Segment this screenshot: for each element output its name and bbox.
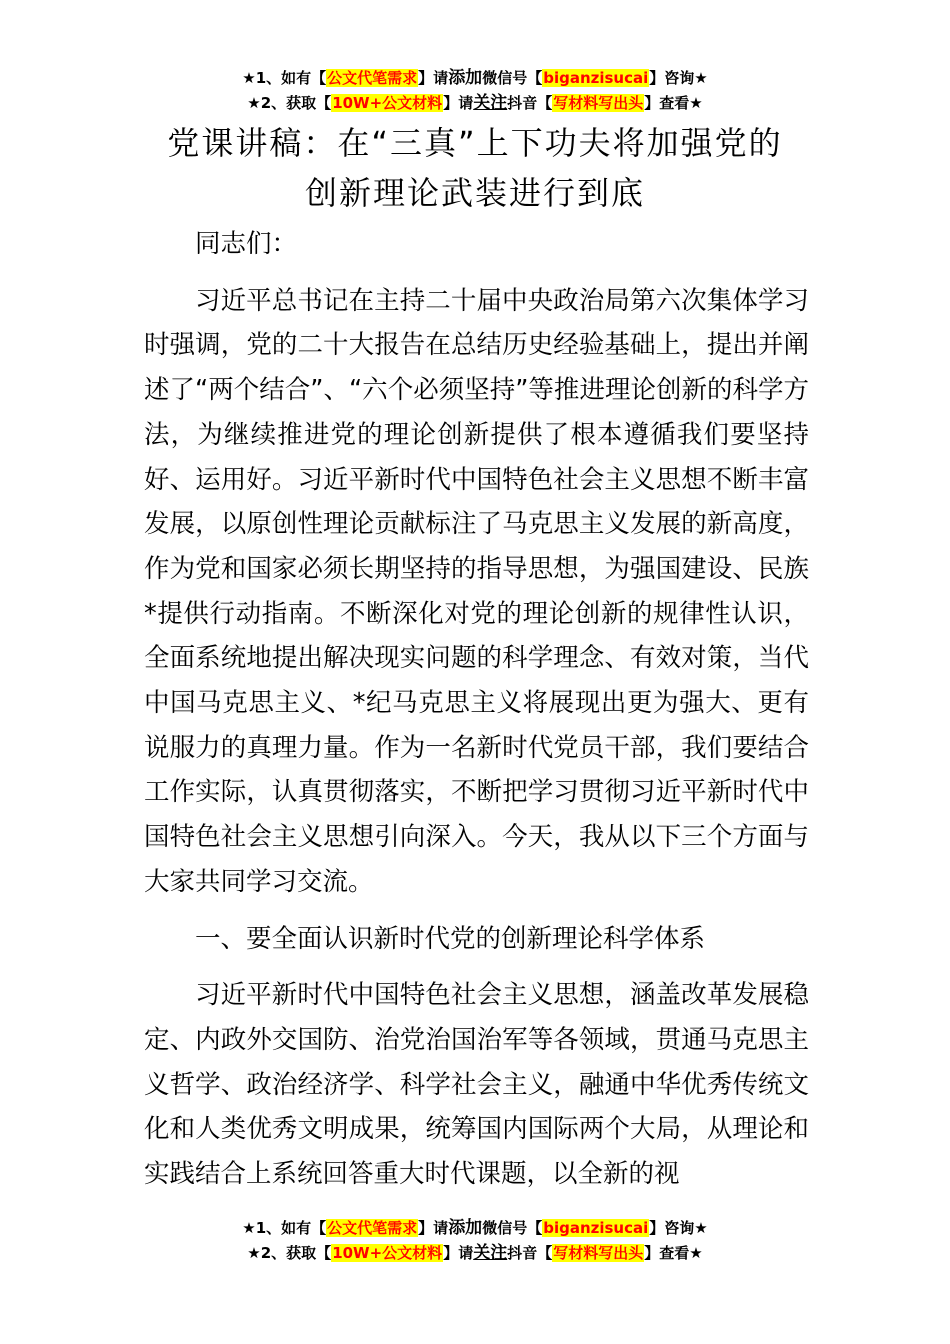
ad-tag-douyin: 写材料写出头: [553, 1244, 644, 1262]
section-heading-1: 一、要全面认识新时代党的创新理论科学体系: [195, 923, 706, 954]
salutation: 同志们：: [195, 229, 298, 259]
ad-tag-ghostwriting: 公文代笔需求: [327, 1219, 418, 1237]
footer-ad-banner: [0, 1216, 950, 1266]
paragraph-intro: 习近平总书记在主持二十届中央政治局第六次集体学习时强调，党的二十大报告在总结历史经验基础上，提出并阐述了“两个结合”、“六个必须坚持”等推进理论创新的科学方法，为继续推进党的理论创新提供了根本遵循我们要坚持好、运用好。习近平新时代中国特色社会主义思想不断丰富发展，以原创性理论贡献标注了马克思主义发展的新高度，作为党和国家必须长期坚持的指导思想，为强国建设、民族*提供行动指南。不断深化对党的理论创新的规律性认识，全面系统地提出解决现实问题的科学理念、有效对策，当代中国马克思主义、*纪马克思主义将展现出更为强大、更有说服力的真理力量。作为一名新时代党员干部，我们要结合工作实际，认真贯彻落实，不断把学习贯彻习近平新时代中国特色社会主义思想引向深入。今天，我从以下三个方面与大家共同学习交流。: [144, 285, 809, 897]
ad-tag-materials: 10W+公文材料: [332, 1244, 443, 1262]
header-ad-banner: [0, 66, 950, 116]
paragraph-section-1: 习近平新时代中国特色社会主义思想，涵盖改革发展稳定、内政外交国防、治党治国治军等各领域，贯通马克思主义哲学、政治经济学、科学社会主义，融通中华优秀传统文化和人类优秀文明成果，统筹国内国际两个大局，从理论和实践结合上系统回答重大时代课题，以全新的视: [144, 980, 809, 1190]
ad-line-1: ★1、如有【公文代笔需求】请添加微信号【biganzisucai】咨询★: [242, 68, 708, 88]
document-body: [144, 222, 809, 1197]
ad-tag-materials: 10W+公文材料: [332, 94, 443, 112]
ad-line-1: ★1、如有【公文代笔需求】请添加微信号【biganzisucai】咨询★: [242, 1218, 708, 1238]
ad-tag-wechat-id: biganzisucai: [543, 69, 649, 87]
ad-line-2: ★2、获取【10W+公文材料】请关注抖音【写材料写出头】查看★: [247, 1243, 703, 1263]
ad-line-2: ★2、获取【10W+公文材料】请关注抖音【写材料写出头】查看★: [247, 93, 703, 113]
ad-tag-wechat-id: biganzisucai: [543, 1219, 649, 1237]
title-line-2: 创新理论武装进行到底: [304, 174, 645, 212]
title-line-1: 党课讲稿：在“三真”上下功夫将加强党的: [167, 124, 783, 162]
ad-tag-douyin: 写材料写出头: [553, 94, 644, 112]
document-title: [0, 118, 950, 218]
ad-tag-ghostwriting: 公文代笔需求: [327, 69, 418, 87]
